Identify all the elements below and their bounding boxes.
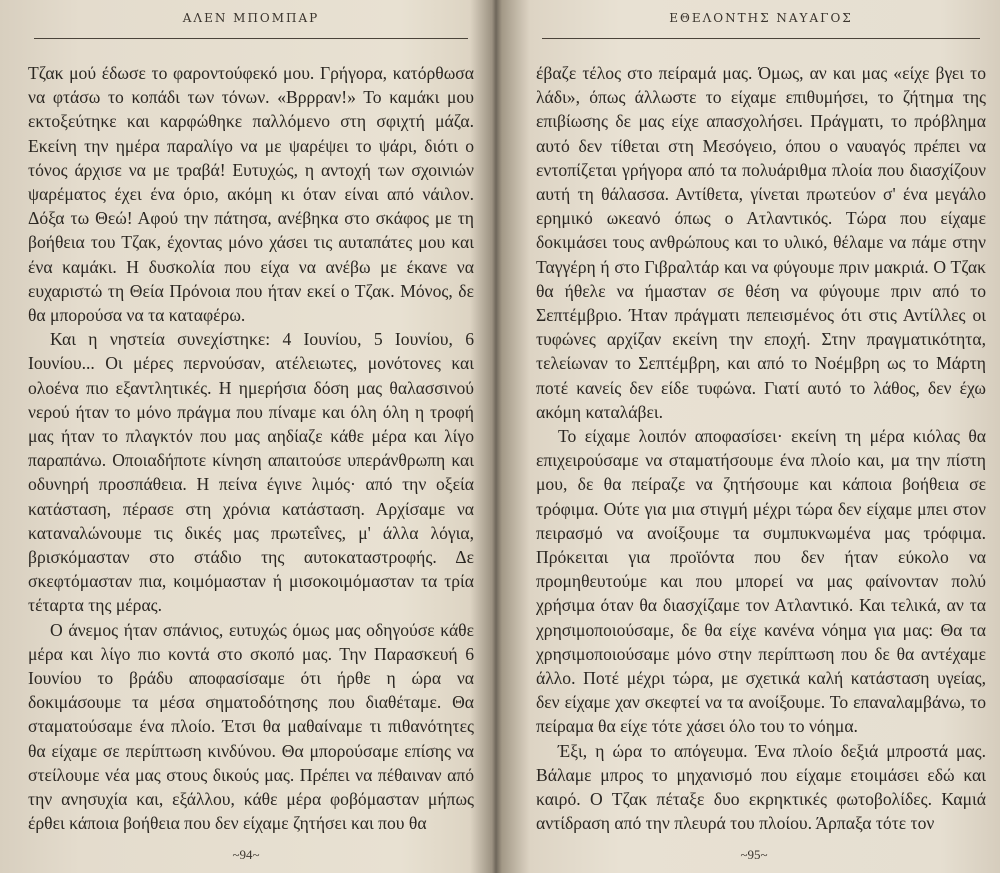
paragraph: Τζακ μού έδωσε το φαροντούφεκό μου. Γρήγορα, κατόρθωσα να φτάσω το κοπάδι των τόνων. «Βρρραν!» Το καμάκι μου εκτοξεύτηκε και καρφώθηκε παλλόμενο στη σφιχτή μάζα. Εκείνη την ημέρα παραλίγο να με ψαρέψει το ψάρι, διότι ο τόνος άρχισε να με τραβά! Ευτυχώς, η αντοχή των σχοινιών ψαρέματος έχει ένα όριο, ακόμη κι όταν είναι από νάιλον. Δόξα τω Θεώ! Αφού την πάτησα, ανέβηκα στο σκάφος με τη βοήθεια του Τζακ, έχοντας μόνο χάσει τις αυταπάτες μου και ένα καμάκι. Η δυσκολία που είχα να ανέβω με έκανε να ευχαριστώ τη Θεία Πρόνοια που ήταν εκεί ο Τζακ. Μόνος, δε θα μπορούσα να τα καταφέρω.: [28, 63, 474, 326]
right-page-text: [536, 61, 986, 836]
paragraph: Έξι, η ώρα το απόγευμα. Ένα πλοίο δεξιά μπροστά μας. Βάλαμε μπρος το μηχανισμό που είχαμε ετοιμάσει εδώ και καιρό. Ο Τζακ πέταξε δυο εκρηκτικές φωτοβολίδες. Καμιά αντίδραση από την πλευρά του πλοίου. Άρπαξα τότε τον: [536, 740, 986, 834]
right-page: [508, 0, 1000, 873]
paragraph: Και η νηστεία συνεχίστηκε: 4 Ιουνίου, 5 Ιουνίου, 6 Ιουνίου... Οι μέρες περνούσαν, ατέλειωτες, μονότονες και ολοένα πιο εξαντλητικές. Η ημερήσια δόση μας θαλασσινού νερού ήταν το μόνο πράγμα που πίναμε και όλη όλη η τροφή μας ήταν το πλαγκτόν που μας αηδίαζε κάθε μέρα και λίγο παραπάνω. Οποιαδήποτε κίνηση απαιτούσε υπεράνθρωπη και οδυνηρή προσπάθεια. Η πείνα έγινε λιμός· από την οξεία κατάσταση, πέρασε στη χρόνια κατάσταση. Αρχίσαμε να καταναλώνουμε τις δικές μας πρωτεΐνες, μ' άλλα λόγια, βρισκόμασταν στο στάδιο της αυτοκαταστροφής. Δε σκεφτόμασταν πια, κοιμόμασταν ή μισοκοιμόμασταν τα τρία τέταρτα της μέρας.: [28, 329, 474, 616]
paragraph: Ο άνεμος ήταν σπάνιος, ευτυχώς όμως μας οδηγούσε κάθε μέρα και λίγο πιο κοντά στο σκοπό μας. Την Παρασκευή 6 Ιουνίου το βράδυ αποφασίσαμε ότι ήρθε η ώρα να δοκιμάσουμε τα μέσα σηματοδότησης που διαθέταμε. Θα σταματούσαμε ένα πλοίο. Έτσι θα μαθαίναμε τι πιθανότητες θα είχαμε σε περίπτωση κινδύνου. Θα μπορούσαμε επίσης να στείλουμε νέα μας στους δικούς μας. Πρέπει να πέθαιναν από την ανησυχία και, εξάλλου, κάθε μέρα φοβόμασταν μήπως έρθει κάποια βοήθεια που δεν είχαμε ζητήσει και που θα: [28, 619, 474, 834]
paragraph: έβαζε τέλος στο πείραμά μας. Όμως, αν και μας «είχε βγει το λάδι», όπως άλλωστε το είχαμε επιθυμήσει, το ζήτημα της επιβίωσης δε μας είχε απασχολήσει. Πράγματι, το πρόβλημα αυτό δεν τίθεται στη Μεσόγειο, όπου ο ναυαγός πρέπει να εντοπίζεται γρήγορα από τα πολυάριθμα πλοία που διασχίζουν αυτή τη θάλασσα. Αντίθετα, γίνεται πρωτεύον σ' ένα μεγάλο ερημικό ωκεανό όπως ο Ατλαντικός. Τώρα που είχαμε δοκιμάσει τους ανθρώπους και το υλικό, θέλαμε να πάμε στην Ταγγέρη ή στο Γιβραλτάρ και να φύγουμε πριν μακριά. Ο Τζακ θα ήθελε να ήμασταν σε θέση να φύγουμε πριν από το Σεπτέμβριο. Ήταν πράγματι πεπεισμένος ότι στις Αντίλλες οι τυφώνες αρχίζαν εκείνη την εποχή. Στην πραγματικότητα, τελείωναν το Σεπτέμβρη, και από το Νοέμβρη ως το Μάρτη ποτέ κανείς δεν είδε τυφώνα. Γιατί αυτό το λάθος, δεν έχω ακόμη καταλάβει.: [536, 63, 986, 422]
left-page: [0, 0, 492, 873]
running-head-author: ΑΛΕΝ ΜΠΟΜΠΑΡ: [34, 0, 468, 39]
left-page-text: [28, 61, 474, 836]
running-head-title: ΕΘΕΛΟΝΤΗΣ ΝΑΥΑΓΟΣ: [542, 0, 980, 39]
paragraph: Το είχαμε λοιπόν αποφασίσει· εκείνη τη μέρα κιόλας θα επιχειρούσαμε να σταματήσουμε ένα πλοίο και, μα την πίστη μου, δε θα πείραζε να ζητήσουμε και κάποια βοήθεια σε τρόφιμα. Ούτε για μια στιγμή μέχρι τώρα δεν είχαμε μπει στον πειρασμό να ανοίξουμε τα συμπυκνωμένα μας τρόφιμα. Πρόκειται για προϊόντα που δεν ήταν εύκολο να προμηθευτούμε και που μπορεί να μας φαίνονταν πολύ χρήσιμα όταν θα διασχίζαμε τον Ατλαντικό. Και τελικά, αν τα χρησιμοποιούσαμε, δε θα είχε κανένα νόημα για μας: Θα τα χρησιμοποιούσαμε μόνο στην περίπτωση που δε θα αντέχαμε άλλο. Ποτέ μέχρι τώρα, με σχετικά καλή κατάσταση υγείας, δεν είχαμε χαν σκεφτεί να τα ανοίξουμε. Το επαναλαμβάνω, το πείραμα θα είχε τότε χάσει όλο του το νόημα.: [536, 426, 986, 737]
page-number: ~94~: [232, 847, 260, 862]
page-number: ~95~: [740, 847, 768, 862]
